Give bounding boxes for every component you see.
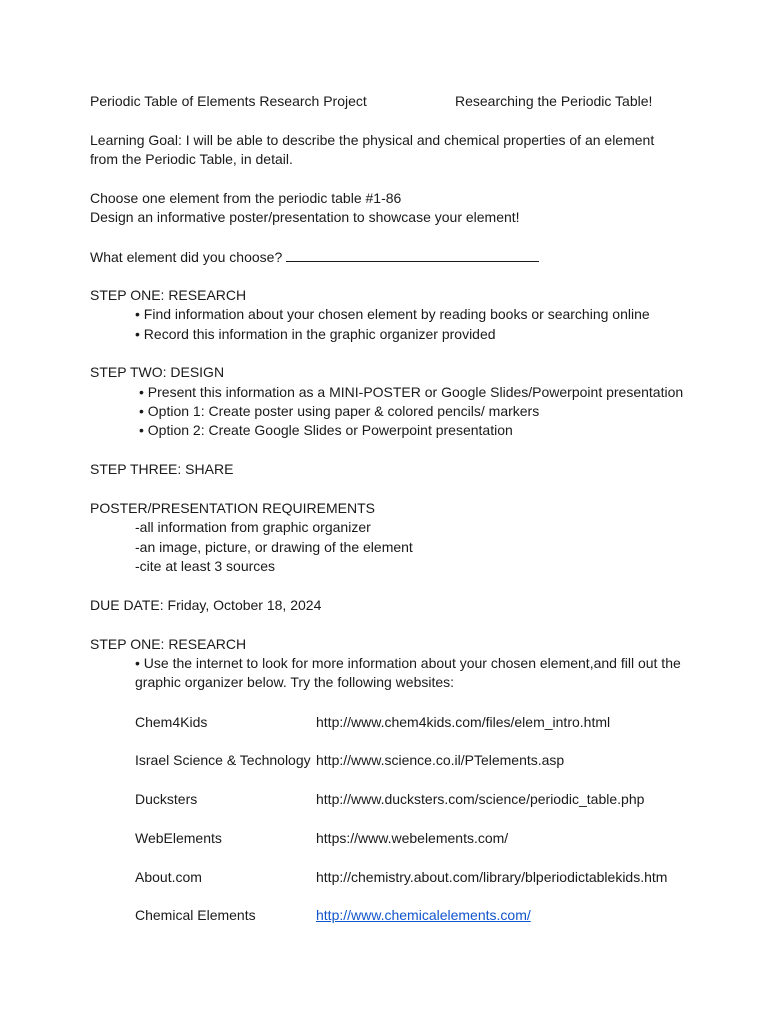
step-one-heading: STEP ONE: RESEARCH <box>90 287 247 303</box>
research-bullet-line-2: graphic organizer below. Try the following websites: <box>135 674 455 690</box>
element-answer-blank[interactable] <box>286 248 539 262</box>
project-title: Periodic Table of Elements Research Project <box>90 93 367 109</box>
website-name: Ducksters <box>135 791 198 807</box>
website-name: Chemical Elements <box>135 907 256 923</box>
chemical-elements-link[interactable]: http://www.chemicalelements.com/ <box>316 907 531 923</box>
step-two-bullet: • Present this information as a MINI-POSTER or Google Slides/Powerpoint presentation <box>139 384 684 400</box>
website-url: https://www.webelements.com/ <box>316 830 509 846</box>
website-url: http://www.science.co.il/PTelements.asp <box>316 752 565 768</box>
website-name: WebElements <box>135 830 222 846</box>
research-bullet-line-1: • Use the internet to look for more information about your chosen element,and fill out the <box>135 655 681 671</box>
requirements-heading: POSTER/PRESENTATION REQUIREMENTS <box>90 500 375 516</box>
learning-goal-line-2: from the Periodic Table, in detail. <box>90 151 293 167</box>
website-url: http://chemistry.about.com/library/blperiodictablekids.htm <box>316 869 668 885</box>
website-name: Chem4Kids <box>135 714 208 730</box>
website-url: http://www.ducksters.com/science/periodic_table.php <box>316 791 645 807</box>
step-two-bullet: • Option 2: Create Google Slides or Powerpoint presentation <box>139 422 513 438</box>
intro-line-1: Choose one element from the periodic table #1-86 <box>90 190 402 206</box>
element-question <box>90 248 539 267</box>
step-two-heading: STEP TWO: DESIGN <box>90 364 225 380</box>
requirement-item: -an image, picture, or drawing of the element <box>135 539 413 555</box>
step-two-bullet: • Option 1: Create poster using paper & colored pencils/ markers <box>139 403 540 419</box>
step-one-bullet: • Record this information in the graphic organizer provided <box>135 326 496 342</box>
step-one-bullet: • Find information about your chosen element by reading books or searching online <box>135 306 650 322</box>
element-question-label: What element did you choose? <box>90 249 283 265</box>
requirement-item: -cite at least 3 sources <box>135 558 276 574</box>
step-three-heading: STEP THREE: SHARE <box>90 461 234 477</box>
intro-line-2: Design an informative poster/presentation to showcase your element! <box>90 209 520 225</box>
research-heading: STEP ONE: RESEARCH <box>90 636 247 652</box>
requirement-item: -all information from graphic organizer <box>135 519 371 535</box>
learning-goal-line-1: Learning Goal: I will be able to describe the physical and chemical properties of an element <box>90 132 655 148</box>
website-name: About.com <box>135 869 202 885</box>
website-name: Israel Science & Technology <box>135 752 311 768</box>
due-date: DUE DATE: Friday, October 18, 2024 <box>90 597 322 613</box>
website-url: http://www.chem4kids.com/files/elem_intro.html <box>316 714 611 730</box>
page-heading: Researching the Periodic Table! <box>455 93 653 109</box>
